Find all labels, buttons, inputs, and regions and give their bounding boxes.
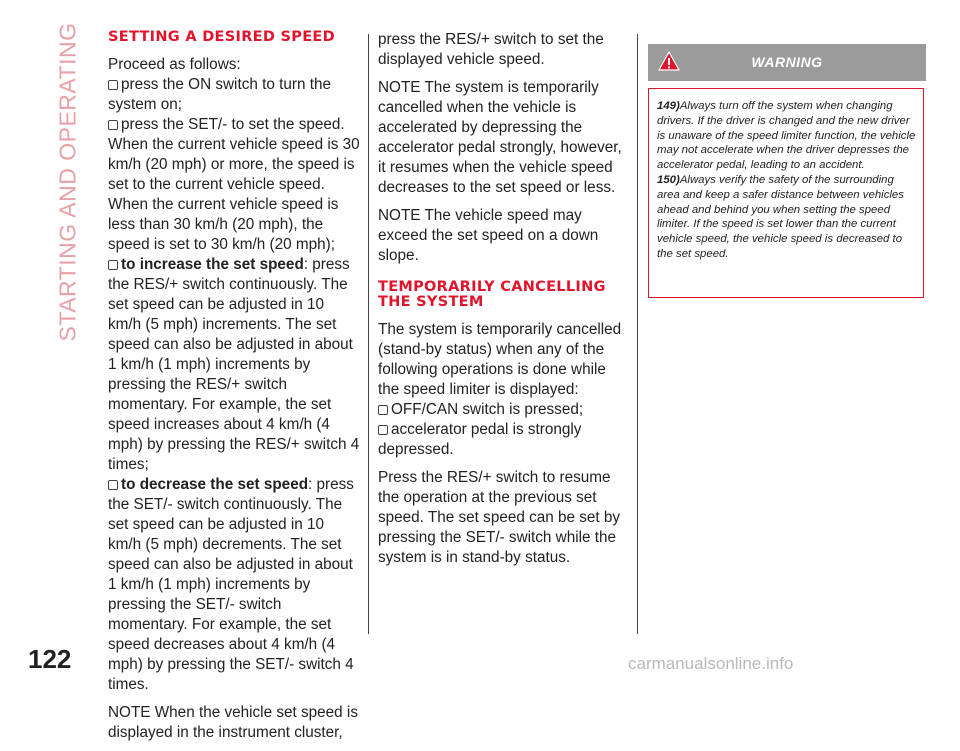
note-text: NOTE When the vehicle set speed is displayed in the instrument cluster, xyxy=(108,704,358,741)
warning-title: WARNING xyxy=(751,54,823,70)
resume-text: Press the RES/+ switch to resume the operation at the previous set speed. The set speed can be set by pressing the SET/- switch while the system is in stand-by status. xyxy=(378,469,621,566)
list-item-bold: to decrease the set speed xyxy=(121,476,309,493)
page-number: 122 xyxy=(28,644,72,674)
warning-number: 150) xyxy=(657,173,680,186)
warning-item xyxy=(657,173,917,262)
list-item xyxy=(378,420,626,460)
list-item xyxy=(378,400,626,420)
warning-header xyxy=(648,44,926,81)
checkbox-bullet-icon xyxy=(108,80,118,90)
list-item-text: : press the RES/+ switch continuously. The set speed can be adjusted in 10 km/h (5 mph) increments. The set speed can also be adjusted in about 1 km/h (1 mph) increments by pressing the RES/+ switch momentary. For example, the set speed increases about 4 km/h (4 mph) by pressing the RES/+ switch 4 times; xyxy=(108,256,360,473)
list-item-text: OFF/CAN switch is pressed; xyxy=(391,401,584,418)
section-sidebar-title xyxy=(48,22,88,342)
heading-cancelling-system: TEMPORARILY CANCELLING THE SYSTEM xyxy=(378,279,606,310)
warning-text: Always turn off the system when changing drivers. If the driver is changed and the new driver is unaware of the speed limiter function, the vehicle may not accelerate when the driver depresses the accelerator pedal, leading to an accident. xyxy=(657,100,916,172)
list-item xyxy=(108,75,360,115)
list-item-text: press the ON switch to turn the system on; xyxy=(108,76,331,113)
list-item xyxy=(108,115,360,255)
left-column xyxy=(108,30,360,751)
checkbox-bullet-icon xyxy=(108,260,118,270)
list-item-text: press the SET/- to set the speed. When the current vehicle speed is 30 km/h (20 mph) or more, the speed is set to the current vehicle speed. When the current vehicle speed is less than 30 km/h (20 mph), the speed is set to 30 km/h (20 mph); xyxy=(108,116,360,253)
column-divider xyxy=(637,34,638,634)
note-text: NOTE The system is temporarily cancelled when the vehicle is accelerated by depressing the accelerator pedal strongly, however, it resumes when the vehicle speed decreases to the set speed or less. xyxy=(378,79,622,196)
watermark: carmanualsonline.info xyxy=(628,654,794,673)
checkbox-bullet-icon xyxy=(108,480,118,490)
checkbox-bullet-icon xyxy=(378,405,388,415)
warning-number: 149) xyxy=(657,100,680,112)
checkbox-bullet-icon xyxy=(108,120,118,130)
list-item-text: accelerator pedal is strongly depressed. xyxy=(378,421,582,458)
list-item-bold: to increase the set speed xyxy=(121,256,304,273)
checkbox-bullet-icon xyxy=(378,425,388,435)
warning-box xyxy=(648,88,924,298)
intro-text: Proceed as follows: xyxy=(108,56,241,73)
list-item xyxy=(108,475,360,695)
section-title-text: STARTING AND OPERATING xyxy=(54,22,81,342)
warning-item xyxy=(657,99,917,173)
note-text: NOTE The vehicle speed may exceed the set speed on a down slope. xyxy=(378,207,599,264)
middle-column xyxy=(378,30,626,576)
heading-setting-speed: SETTING A DESIRED SPEED xyxy=(108,29,335,45)
warning-text: Always verify the safety of the surrounding area and keep a safer distance between vehicles ahead and behind you when setting the speed limiter. If the speed is set lower than the current vehicle speed, the vehicle speed is decreased to the set speed. xyxy=(657,173,904,260)
list-item xyxy=(108,255,360,475)
intro-text: The system is temporarily cancelled (stand-by status) when any of the following operations is done while the speed limiter is displayed: xyxy=(378,321,622,398)
continued-text: press the RES/+ switch to set the displayed vehicle speed. xyxy=(378,31,604,68)
list-item-text: : press the SET/- switch continuously. The set speed can be adjusted in 10 km/h (5 mph) decrements. The set speed can also be adjusted in about 1 km/h (1 mph) increments by pressing the SET/- switch momentary. For example, the set speed decreases about 4 km/h (4 mph) by pressing the SET/- switch 4 times. xyxy=(108,476,354,693)
column-divider xyxy=(368,34,369,634)
